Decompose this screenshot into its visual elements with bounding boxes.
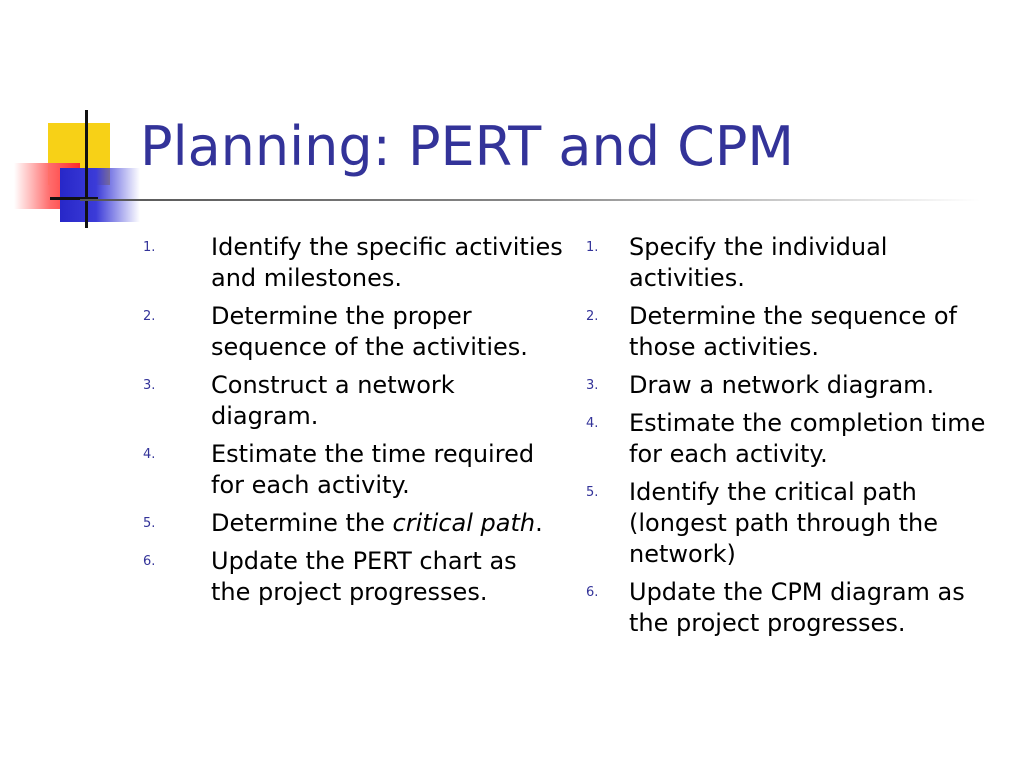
- cpm-steps-list: [586, 232, 996, 646]
- item-text: Specify the individual activities.: [629, 233, 888, 292]
- item-number: 2.: [143, 309, 156, 324]
- list-item: [586, 370, 996, 401]
- list-item: [143, 546, 563, 608]
- item-number: 3.: [586, 378, 599, 393]
- item-text: Identify the critical path (longest path through the network): [629, 478, 938, 568]
- list-item: [143, 370, 563, 432]
- list-item: [586, 577, 996, 639]
- list-item: [586, 477, 996, 570]
- item-number: 1.: [143, 240, 156, 255]
- item-text-after: .: [535, 509, 543, 537]
- title-divider: [80, 199, 980, 201]
- list-item: [586, 408, 996, 470]
- item-text: Draw a network diagram.: [629, 371, 935, 399]
- item-text-before: Determine the: [211, 509, 393, 537]
- item-number: 4.: [143, 447, 156, 462]
- list-item: [143, 301, 563, 363]
- item-text: Identify the specific activities and milestones.: [211, 233, 563, 292]
- blue-square-shape: [60, 168, 140, 222]
- item-text-italic: critical path: [392, 509, 536, 537]
- slide-title: Planning: PERT and CPM: [140, 115, 795, 178]
- decorative-logo-icon: [0, 0, 140, 240]
- item-number: 4.: [586, 416, 599, 431]
- item-number: 2.: [586, 309, 599, 324]
- vertical-line-shape: [85, 110, 88, 228]
- item-text: Estimate the time required for each activity.: [211, 440, 535, 499]
- item-number: 6.: [586, 585, 599, 600]
- item-text: Determine the proper sequence of the activities.: [211, 302, 528, 361]
- item-text: Determine the sequence of those activities.: [629, 302, 957, 361]
- item-number: 6.: [143, 554, 156, 569]
- item-text: Estimate the completion time for each activity.: [629, 409, 986, 468]
- item-text: Update the PERT chart as the project progresses.: [211, 547, 517, 606]
- list-item: [143, 439, 563, 501]
- item-text: [211, 508, 563, 539]
- item-number: 3.: [143, 378, 156, 393]
- item-number: 1.: [586, 240, 599, 255]
- list-item: [143, 508, 563, 539]
- item-number: 5.: [586, 485, 599, 500]
- item-text: Construct a network diagram.: [211, 371, 455, 430]
- item-text: Update the CPM diagram as the project progresses.: [629, 578, 965, 637]
- pert-steps-list: [143, 232, 563, 615]
- item-number: 5.: [143, 516, 156, 531]
- list-item: [586, 301, 996, 363]
- list-item: [143, 232, 563, 294]
- list-item: [586, 232, 996, 294]
